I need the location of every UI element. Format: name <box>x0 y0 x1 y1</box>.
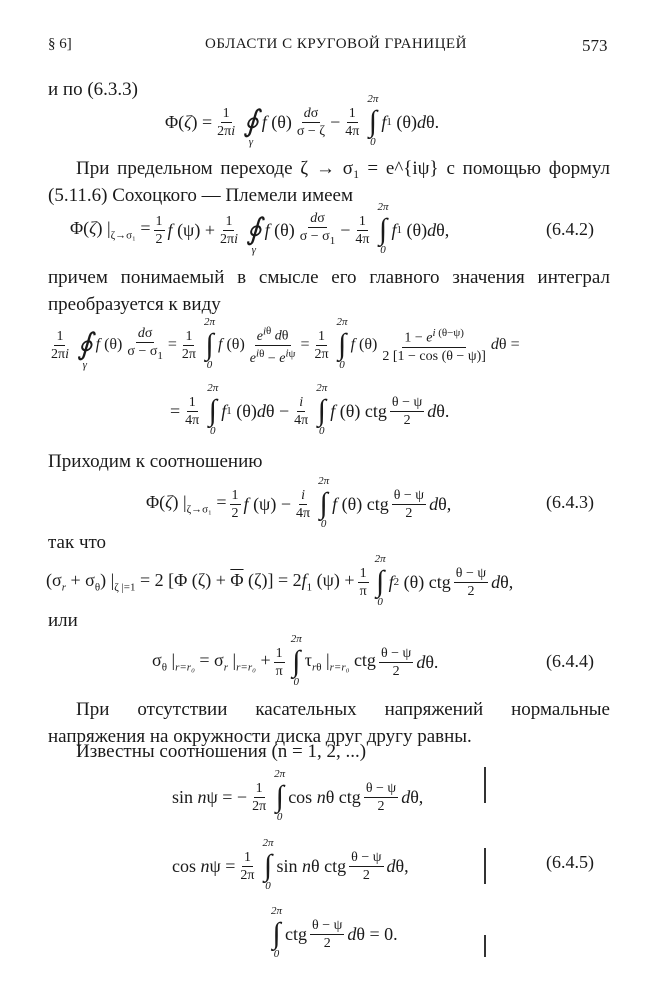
equation-number-6-4-3: (6.4.3) <box>546 492 594 512</box>
equation-6-4-2: Φ(ζ) $|_{\zeta\to\sigma_1}$ = $\frac{1}{2}$ f (ψ) + $\frac{1}{2\pi i}$ ∮ γ f (θ) $\frac{d\sigma}{\sigma - \sigma_1}$ − $\frac{1}{4\pi}$ 2π ∫ 0 f 1 (θ) d θ, <box>70 201 450 256</box>
running-title: ОБЛАСТИ С КРУГОВОЙ ГРАНИЦЕЙ <box>205 36 467 52</box>
equation-phi: Φ(ζ) = $\frac{1}{2\pi i}$ ∮ γ f (θ) $\frac{d\sigma}{\sigma - \zeta}$ − $\frac{1}{4\pi}$ 2π ∫ 0 f 1 (θ) d θ. <box>165 93 440 148</box>
paragraph-limit-transition: При предельном переходе ζ → σ₁ = e^{iψ} с помощью формул (5.11.6) Сохоцкого — Племели имеем <box>48 158 610 206</box>
paragraph-so-that: так что <box>48 532 107 553</box>
equation-6-4-5-cos: cos nψ = $\frac{1}{2\pi}$ 2π ∫ 0 sin nθ ctg $\frac{\theta - \psi}{2}$ d θ, <box>172 837 409 892</box>
equation-6-4-4: $\sigma_\theta$ $|_{r=r_0} = \sigma_r$ $|_{r=r_0}$ + $\frac{1}{\pi}$ 2π ∫ 0 $\tau_{r\theta}$ $|_{r=r_0}$ ctg $\frac{\theta - \psi}{2}$ d θ. <box>152 633 439 688</box>
paragraph-or: или <box>48 610 78 631</box>
equation-6-4-3: Φ(ζ) $|_{\zeta\to\sigma_1}$ = $\frac{1}{2}$ f (ψ) − $\frac{i}{4\pi}$ 2π ∫ 0 f (θ) ctg $\frac{\theta - \psi}{2}$ d θ, <box>146 475 452 530</box>
equation-6-4-5-ctg-zero: 2π ∫ 0 ctg $\frac{\theta - \psi}{2}$ d θ = 0. <box>271 905 398 960</box>
brace-bottom <box>484 935 486 957</box>
paragraph-relation: Приходим к соотношению <box>48 451 263 472</box>
equation-transform-line-2: = $\frac{1}{4\pi}$ 2π ∫ 0 f 1 (θ) d θ − $\frac{i}{4\pi}$ 2π ∫ 0 f (θ) ctg $\frac{\theta - \psi}{2}$ d θ. <box>170 382 450 437</box>
equation-stress-sum: $(\sigma_r + \sigma_\theta) |_{\zeta |=1} = 2$ [Φ $(\zeta) + \overline{\Phi}$ $(\zeta)] = 2f_1$ (ψ) + $\frac{1}{\pi}$ 2π ∫ 0 f 2 (θ) ctg $\frac{\theta - \psi}{2}$ d θ, <box>46 553 514 608</box>
brace-top <box>484 767 486 803</box>
equation-number-6-4-2: (6.4.2) <box>546 219 594 239</box>
page-number: 573 <box>582 36 608 55</box>
brace-middle <box>484 848 486 884</box>
equation-6-4-5-sin: sin nψ = − $\frac{1}{2\pi}$ 2π ∫ 0 cos nθ ctg $\frac{\theta - \psi}{2}$ d θ, <box>172 768 424 823</box>
equation-transform-line-1: $\frac{1}{2\pi i}$ ∮ γ f (θ) $\frac{d\sigma}{\sigma - \sigma_1}$ = $\frac{1}{2\pi}$ 2π ∫ 0 f (θ) $\frac{e^{i\theta} d\theta}{e^{i\theta} - e^{i\psi}}$ = $\frac{1}{2\pi}$ 2π ∫ 0 f (θ) $\frac{1 - e^{i (\theta-\psi)}}{2 [1 - \cos (\theta - \psi)]}$ d θ = <box>51 316 520 371</box>
paragraph-principal-value: причем понимаемый в смысле его главного значения интеграл преобразуется к виду <box>48 267 610 315</box>
paragraph-known-relations: Известны соотношения (n = 1, 2, ...) <box>76 741 367 762</box>
paragraph-intro: и по (6.3.3) <box>48 79 138 100</box>
equation-number-6-4-4: (6.4.4) <box>546 651 594 671</box>
section-marker: § 6] <box>48 36 72 52</box>
equation-number-6-4-5: (6.4.5) <box>546 852 594 872</box>
paragraph-no-shear: При отсутствии касательных напряжений нормальные напряжения на окружности диска друг другу равны. <box>48 699 610 747</box>
